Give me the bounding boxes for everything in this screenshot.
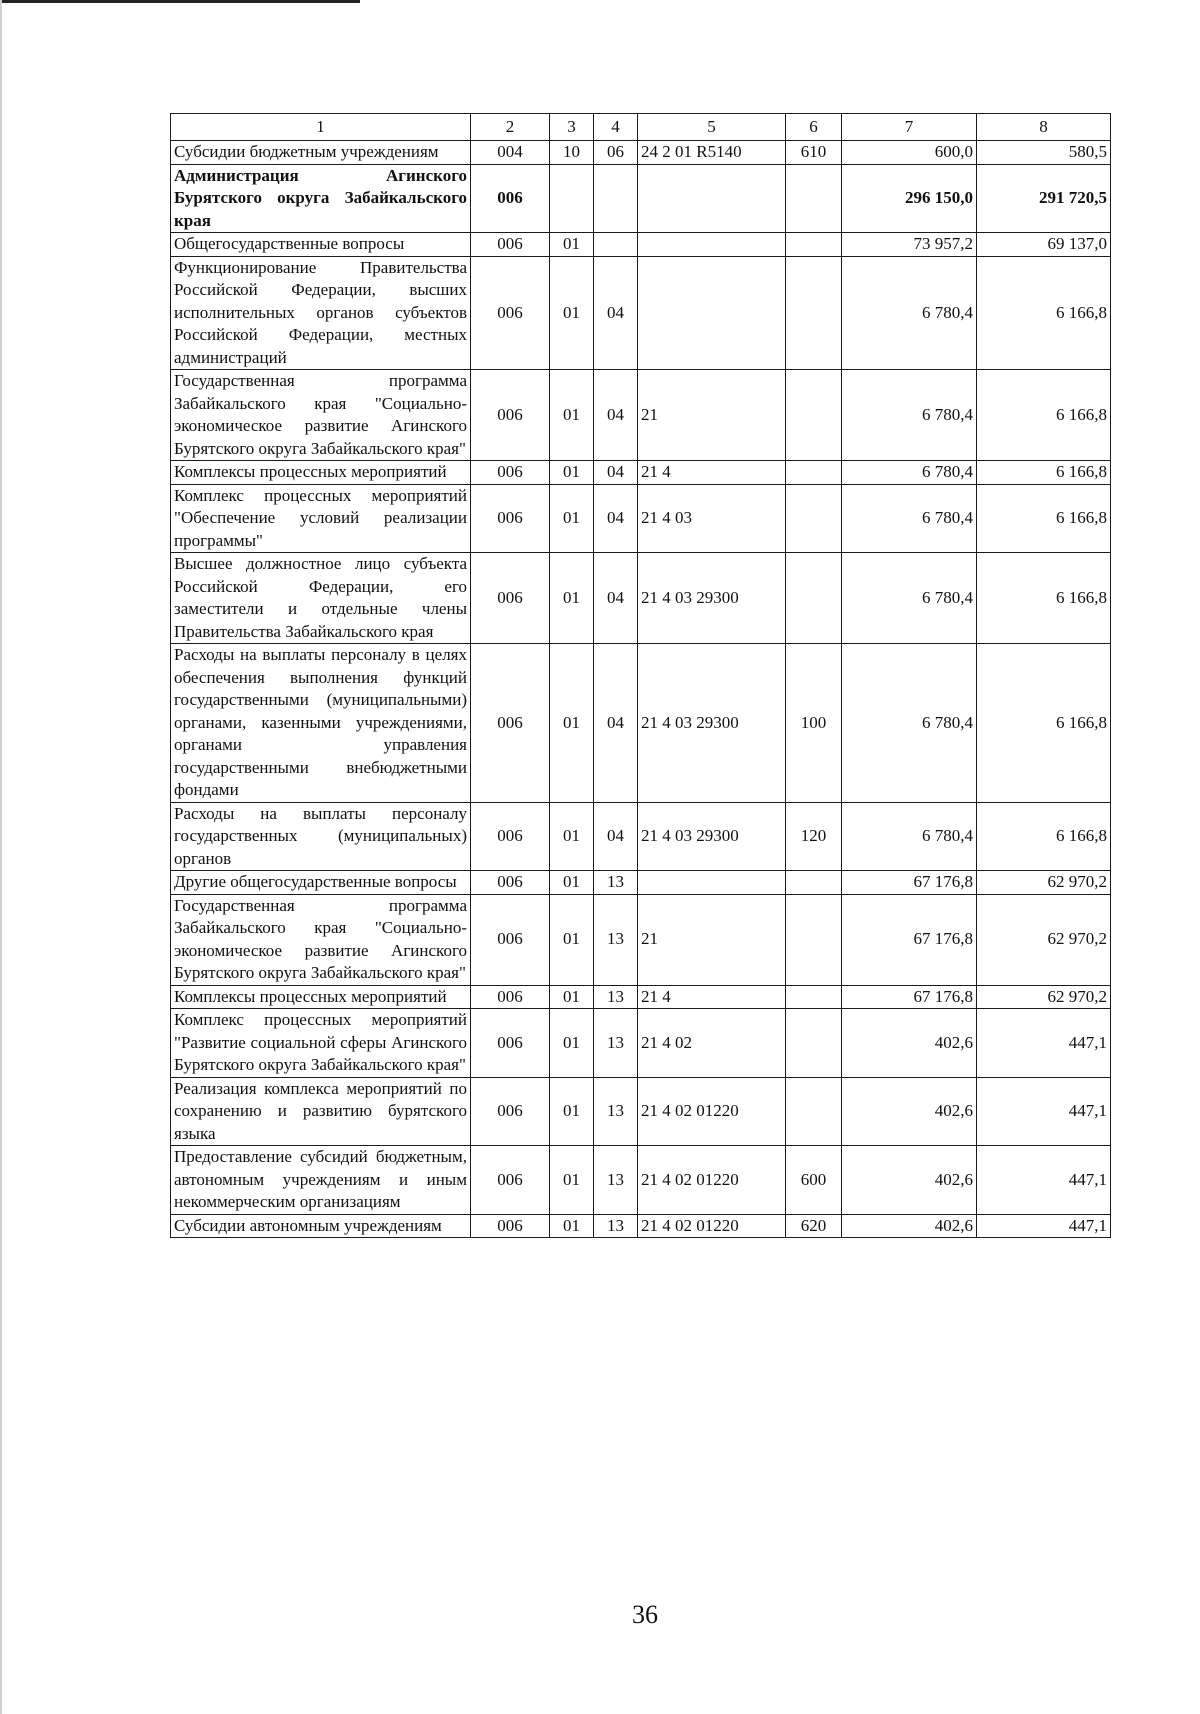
table-row bbox=[171, 985, 1111, 1009]
amount-approved: 67 176,8 bbox=[842, 894, 977, 985]
amount-executed: 6 166,8 bbox=[977, 644, 1111, 803]
target-article-code: 21 4 03 29300 bbox=[638, 802, 786, 871]
subsection-code: 06 bbox=[594, 141, 638, 165]
table-row bbox=[171, 461, 1111, 485]
item-name: Комплексы процессных мероприятий bbox=[171, 461, 471, 485]
amount-approved: 6 780,4 bbox=[842, 370, 977, 461]
ministry-code: 006 bbox=[471, 985, 550, 1009]
expense-type-code: 600 bbox=[786, 1146, 842, 1215]
item-name: Комплексы процессных мероприятий bbox=[171, 985, 471, 1009]
subsection-code bbox=[594, 164, 638, 233]
column-number: 2 bbox=[471, 114, 550, 141]
amount-approved: 296 150,0 bbox=[842, 164, 977, 233]
section-code: 01 bbox=[550, 1146, 594, 1215]
subsection-code bbox=[594, 233, 638, 257]
expense-type-code: 120 bbox=[786, 802, 842, 871]
ministry-code: 006 bbox=[471, 233, 550, 257]
table-row bbox=[171, 1214, 1111, 1238]
section-code: 01 bbox=[550, 802, 594, 871]
expense-type-code bbox=[786, 164, 842, 233]
subsection-code: 04 bbox=[594, 461, 638, 485]
amount-approved: 6 780,4 bbox=[842, 484, 977, 553]
item-name: Общегосударственные вопросы bbox=[171, 233, 471, 257]
target-article-code: 24 2 01 R5140 bbox=[638, 141, 786, 165]
amount-executed: 6 166,8 bbox=[977, 256, 1111, 370]
target-article-code: 21 4 02 bbox=[638, 1009, 786, 1078]
expense-type-code bbox=[786, 484, 842, 553]
target-article-code bbox=[638, 871, 786, 895]
target-article-code: 21 bbox=[638, 370, 786, 461]
ministry-code: 006 bbox=[471, 370, 550, 461]
amount-executed: 447,1 bbox=[977, 1214, 1111, 1238]
amount-approved: 402,6 bbox=[842, 1009, 977, 1078]
expense-type-code bbox=[786, 894, 842, 985]
section-code: 10 bbox=[550, 141, 594, 165]
item-name: Субсидии автономным учреждениям bbox=[171, 1214, 471, 1238]
amount-executed: 6 166,8 bbox=[977, 370, 1111, 461]
subsection-code: 04 bbox=[594, 370, 638, 461]
ministry-code: 006 bbox=[471, 644, 550, 803]
amount-executed: 6 166,8 bbox=[977, 484, 1111, 553]
subsection-code: 13 bbox=[594, 1146, 638, 1215]
amount-executed: 447,1 bbox=[977, 1009, 1111, 1078]
expense-type-code: 620 bbox=[786, 1214, 842, 1238]
amount-executed: 6 166,8 bbox=[977, 553, 1111, 644]
item-name: Расходы на выплаты персоналу в целях обеспечения выполнения функций государственными (муниципальными) органами, казенными учреждениями, органами управления государственными внебюджетными фондами bbox=[171, 644, 471, 803]
target-article-code: 21 4 02 01220 bbox=[638, 1077, 786, 1146]
item-name: Расходы на выплаты персоналу государственных (муниципальных) органов bbox=[171, 802, 471, 871]
expense-type-code bbox=[786, 233, 842, 257]
table-row bbox=[171, 484, 1111, 553]
ministry-code: 006 bbox=[471, 553, 550, 644]
table-row bbox=[171, 141, 1111, 165]
scan-edge-line bbox=[0, 0, 360, 3]
ministry-code: 006 bbox=[471, 484, 550, 553]
scan-edge-left bbox=[0, 0, 2, 1714]
budget-table bbox=[170, 113, 1111, 1238]
subsection-code: 04 bbox=[594, 484, 638, 553]
subsection-code: 13 bbox=[594, 1077, 638, 1146]
target-article-code bbox=[638, 233, 786, 257]
amount-approved: 402,6 bbox=[842, 1146, 977, 1215]
target-article-code: 21 4 bbox=[638, 461, 786, 485]
item-name: Высшее должностное лицо субъекта Российской Федерации, его заместители и отдельные члены Правительства Забайкальского края bbox=[171, 553, 471, 644]
item-name: Другие общегосударственные вопросы bbox=[171, 871, 471, 895]
subsection-code: 04 bbox=[594, 553, 638, 644]
subsection-code: 13 bbox=[594, 1009, 638, 1078]
amount-approved: 402,6 bbox=[842, 1077, 977, 1146]
ministry-code: 006 bbox=[471, 894, 550, 985]
amount-executed: 69 137,0 bbox=[977, 233, 1111, 257]
section-code: 01 bbox=[550, 1214, 594, 1238]
section-code: 01 bbox=[550, 370, 594, 461]
amount-executed: 6 166,8 bbox=[977, 802, 1111, 871]
table-row bbox=[171, 1077, 1111, 1146]
amount-approved: 6 780,4 bbox=[842, 802, 977, 871]
column-number: 1 bbox=[171, 114, 471, 141]
expense-type-code: 100 bbox=[786, 644, 842, 803]
table-row bbox=[171, 644, 1111, 803]
amount-approved: 6 780,4 bbox=[842, 644, 977, 803]
page-number: 36 bbox=[632, 1600, 658, 1629]
subsection-code: 13 bbox=[594, 871, 638, 895]
expense-type-code bbox=[786, 871, 842, 895]
section-code: 01 bbox=[550, 871, 594, 895]
item-name: Функционирование Правительства Российской Федерации, высших исполнительных органов субъектов Российской Федерации, местных администраций bbox=[171, 256, 471, 370]
amount-executed: 580,5 bbox=[977, 141, 1111, 165]
expense-type-code bbox=[786, 1009, 842, 1078]
ministry-code: 006 bbox=[471, 1009, 550, 1078]
column-number: 5 bbox=[638, 114, 786, 141]
subsection-code: 04 bbox=[594, 644, 638, 803]
amount-executed: 447,1 bbox=[977, 1077, 1111, 1146]
item-name: Субсидии бюджетным учреждениям bbox=[171, 141, 471, 165]
section-code: 01 bbox=[550, 644, 594, 803]
subsection-code: 04 bbox=[594, 802, 638, 871]
table-row bbox=[171, 164, 1111, 233]
amount-executed: 291 720,5 bbox=[977, 164, 1111, 233]
expense-type-code: 610 bbox=[786, 141, 842, 165]
amount-executed: 447,1 bbox=[977, 1146, 1111, 1215]
item-name: Государственная программа Забайкальского края "Социально-экономическое развитие Агинского Бурятского округа Забайкальского края" bbox=[171, 894, 471, 985]
ministry-code: 006 bbox=[471, 461, 550, 485]
target-article-code bbox=[638, 164, 786, 233]
item-name: Реализация комплекса мероприятий по сохранению и развитию бурятского языка bbox=[171, 1077, 471, 1146]
amount-executed: 62 970,2 bbox=[977, 894, 1111, 985]
section-code: 01 bbox=[550, 461, 594, 485]
amount-approved: 67 176,8 bbox=[842, 985, 977, 1009]
amount-executed: 62 970,2 bbox=[977, 871, 1111, 895]
budget-table-body bbox=[171, 114, 1111, 1238]
table-row bbox=[171, 871, 1111, 895]
subsection-code: 04 bbox=[594, 256, 638, 370]
amount-approved: 67 176,8 bbox=[842, 871, 977, 895]
ministry-code: 006 bbox=[471, 871, 550, 895]
target-article-code: 21 4 03 29300 bbox=[638, 553, 786, 644]
ministry-code: 004 bbox=[471, 141, 550, 165]
amount-approved: 6 780,4 bbox=[842, 553, 977, 644]
column-number: 3 bbox=[550, 114, 594, 141]
ministry-code: 006 bbox=[471, 1214, 550, 1238]
amount-executed: 62 970,2 bbox=[977, 985, 1111, 1009]
target-article-code: 21 4 02 01220 bbox=[638, 1146, 786, 1215]
ministry-code: 006 bbox=[471, 164, 550, 233]
table-row bbox=[171, 233, 1111, 257]
column-number: 6 bbox=[786, 114, 842, 141]
table-row bbox=[171, 802, 1111, 871]
section-code: 01 bbox=[550, 484, 594, 553]
column-number: 8 bbox=[977, 114, 1111, 141]
item-name: Предоставление субсидий бюджетным, автономным учреждениям и иным некоммерческим организациям bbox=[171, 1146, 471, 1215]
section-code: 01 bbox=[550, 256, 594, 370]
subsection-code: 13 bbox=[594, 894, 638, 985]
table-row bbox=[171, 256, 1111, 370]
expense-type-code bbox=[786, 1077, 842, 1146]
item-name: Администрация Агинского Бурятского округа Забайкальского края bbox=[171, 164, 471, 233]
expense-type-code bbox=[786, 985, 842, 1009]
target-article-code bbox=[638, 256, 786, 370]
subsection-code: 13 bbox=[594, 1214, 638, 1238]
ministry-code: 006 bbox=[471, 256, 550, 370]
ministry-code: 006 bbox=[471, 1077, 550, 1146]
target-article-code: 21 4 02 01220 bbox=[638, 1214, 786, 1238]
target-article-code: 21 4 03 29300 bbox=[638, 644, 786, 803]
amount-approved: 600,0 bbox=[842, 141, 977, 165]
section-code: 01 bbox=[550, 1077, 594, 1146]
item-name: Государственная программа Забайкальского края "Социально-экономическое развитие Агинского Бурятского округа Забайкальского края" bbox=[171, 370, 471, 461]
section-code: 01 bbox=[550, 553, 594, 644]
column-number: 4 bbox=[594, 114, 638, 141]
amount-approved: 6 780,4 bbox=[842, 256, 977, 370]
section-code: 01 bbox=[550, 985, 594, 1009]
amount-approved: 6 780,4 bbox=[842, 461, 977, 485]
amount-approved: 402,6 bbox=[842, 1214, 977, 1238]
target-article-code: 21 bbox=[638, 894, 786, 985]
section-code bbox=[550, 164, 594, 233]
subsection-code: 13 bbox=[594, 985, 638, 1009]
target-article-code: 21 4 bbox=[638, 985, 786, 1009]
expense-type-code bbox=[786, 461, 842, 485]
section-code: 01 bbox=[550, 1009, 594, 1078]
item-name: Комплекс процессных мероприятий "Развитие социальной сферы Агинского Бурятского округа Забайкальского края" bbox=[171, 1009, 471, 1078]
table-row bbox=[171, 894, 1111, 985]
table-row bbox=[171, 1146, 1111, 1215]
expense-type-code bbox=[786, 256, 842, 370]
section-code: 01 bbox=[550, 894, 594, 985]
expense-type-code bbox=[786, 370, 842, 461]
table-row bbox=[171, 1009, 1111, 1078]
target-article-code: 21 4 03 bbox=[638, 484, 786, 553]
ministry-code: 006 bbox=[471, 1146, 550, 1215]
table-row bbox=[171, 553, 1111, 644]
ministry-code: 006 bbox=[471, 802, 550, 871]
item-name: Комплекс процессных мероприятий "Обеспечение условий реализации программы" bbox=[171, 484, 471, 553]
expense-type-code bbox=[786, 553, 842, 644]
table-row bbox=[171, 370, 1111, 461]
column-number-row bbox=[171, 114, 1111, 141]
amount-executed: 6 166,8 bbox=[977, 461, 1111, 485]
column-number: 7 bbox=[842, 114, 977, 141]
section-code: 01 bbox=[550, 233, 594, 257]
amount-approved: 73 957,2 bbox=[842, 233, 977, 257]
